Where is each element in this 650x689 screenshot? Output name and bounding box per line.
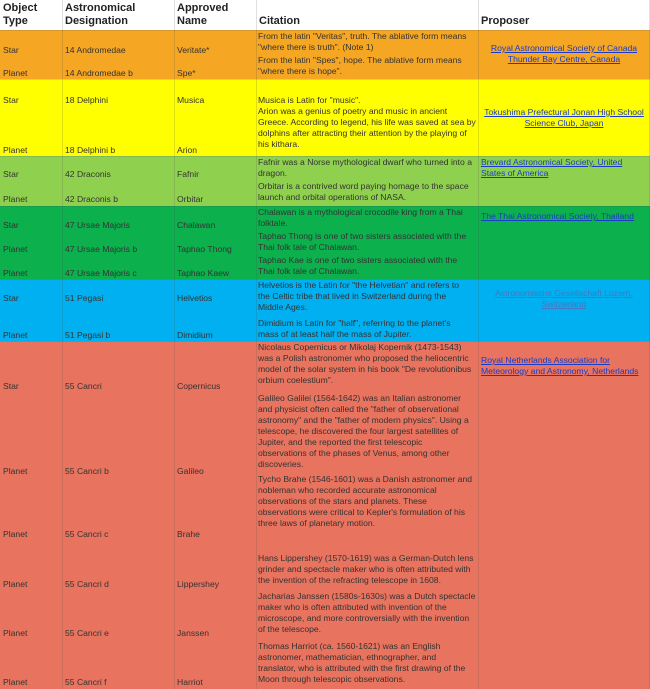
citation: From the latin "Veritas", truth. The ablative form means "where there is truth". (Note 1) <box>258 31 467 52</box>
object-type: Planet <box>3 268 28 278</box>
approved-name: Taphao Thong <box>177 244 232 254</box>
proposer-link-tokushima-jonan[interactable]: Tokushima Prefectural Jonan High School Science Club, Japan <box>484 107 644 128</box>
designation: 14 Andromedae b <box>65 68 133 78</box>
approved-name: Helvetios <box>177 293 213 303</box>
designation: 47 Ursae Majoris <box>65 220 130 230</box>
approved-name: Arion <box>177 145 198 155</box>
designation: 55 Cancri c <box>65 529 109 539</box>
designation: 51 Pegasi <box>65 293 104 303</box>
citation: Thomas Harriot (ca. 1560-1621) was an English astronomer, mathematician, ethnographer, and translator, who is attributed with the first drawing of the Moon through telescopic observations. <box>258 641 466 684</box>
citation: Orbitar is a contrived word paying homage to the space launch and orbital operations of NASA. <box>258 181 469 202</box>
designation: 47 Ursae Majoris c <box>65 268 137 278</box>
approved-name: Janssen <box>177 628 210 638</box>
object-type: Planet <box>3 68 28 78</box>
citation: Musica is Latin for "music". <box>258 95 361 105</box>
approved-name: Veritate* <box>177 45 210 55</box>
citation: Nicolaus Copernicus or Mikolaj Kopernik (1473-1543) was a Polish astronomer who proposed the heliocentric model of the solar system in his book "De revolutionibus orbium coelestium". <box>258 342 472 385</box>
designation: 42 Draconis b <box>65 194 119 204</box>
citation: Arion was a genius of poetry and music in ancient Greece. According to legend, his life was saved at sea by dolphins after attracting their attention by the playing of his kithara. <box>258 106 476 149</box>
approved-name: Lippershey <box>177 579 220 589</box>
designation: 18 Delphini b <box>65 145 116 155</box>
citation: Chalawan is a mythological crocodile king from a Thai folktale. <box>258 207 463 228</box>
header-astronomical-designation: Astronomical Designation <box>65 2 136 27</box>
citation: Galileo Galilei (1564-1642) was an Italian astronomer and physicist often called the "father of observational astronomy" and the "father of modern physics". Using a telescope, he discovered the four largest satellites of Jupiter, and the reported the first telescopic observations of the phases of Venus, among other discoveries. <box>258 393 469 469</box>
approved-name: Musica <box>177 95 205 105</box>
header-object-type: Object Type <box>3 2 38 27</box>
object-type: Star <box>3 45 19 55</box>
citation: Taphao Kae is one of two sisters associated with the Thai folk tale of Chalawan. <box>258 255 458 276</box>
object-type: Star <box>3 169 19 179</box>
citation: Hans Lippershey (1570-1619) was a German-Dutch lens grinder and spectacle maker who is often attributed with the invention of the refracting telescope in 1608. <box>258 553 474 585</box>
designation: 47 Ursae Majoris b <box>65 244 138 254</box>
object-type: Planet <box>3 529 28 539</box>
proposer-link-royal-netherlands-association[interactable]: Royal Netherlands Association for Meteorology and Astronomy, Netherlands <box>481 355 639 376</box>
citation: Jacharias Janssen (1580s-1630s) was a Dutch spectacle maker who is often attributed with invention of the microscope, and more controversially with the invention of the telescope. <box>258 591 476 634</box>
header-proposer: Proposer <box>481 15 530 27</box>
designation: 18 Delphini <box>65 95 108 105</box>
object-type: Planet <box>3 244 28 254</box>
approved-name: Brahe <box>177 529 200 539</box>
proposer-link-rasc-thunder-bay[interactable]: Royal Astronomical Society of Canada Thunder Bay Centre, Canada <box>490 43 638 64</box>
approved-name: Copernicus <box>177 381 221 391</box>
approved-name: Fafnir <box>177 169 199 179</box>
designation: 51 Pegasi b <box>65 330 111 340</box>
object-type: Star <box>3 293 19 303</box>
citation: Tycho Brahe (1546-1601) was a Danish astronomer and nobleman who recorded accurate astronomical observations of the stars and planets. These observations were critical to Kepler's formulation of his three laws of planetary motion. <box>258 474 473 528</box>
approved-name: Harriot <box>177 677 203 687</box>
object-type: Star <box>3 95 19 105</box>
designation: 42 Draconis <box>65 169 111 179</box>
approved-name: Spe* <box>177 68 196 78</box>
approved-name: Chalawan <box>177 220 216 230</box>
object-type: Star <box>3 381 19 391</box>
object-type: Planet <box>3 330 28 340</box>
header-approved-name: Approved Name <box>177 2 229 27</box>
designation: 55 Cancri d <box>65 579 109 589</box>
approved-name: Dimidium <box>177 330 213 340</box>
citation: From the latin "Spes", hope. The ablative form means "where there is hope". <box>258 55 462 76</box>
object-type: Star <box>3 220 19 230</box>
citation: Fafnir was a Norse mythological dwarf who turned into a dragon. <box>258 157 472 178</box>
proposer-link-astronomische-gesellschaft-luzern[interactable]: Astronomische Gesellschaft Luzern, Switzerland <box>495 288 633 309</box>
citation: Taphao Thong is one of two sisters associated with the Thai folk tale of Chalawan. <box>258 231 467 252</box>
object-type: Planet <box>3 145 28 155</box>
proposer-link-thai-astronomical-society[interactable]: The Thai Astronomical Society, Thailand <box>481 211 634 221</box>
designation: 14 Andromedae <box>65 45 126 55</box>
citation: Helvetios is the Latin for "the Helvetian" and refers to the Celtic tribe that lived in Switzerland during the Middle Ages. <box>258 280 459 312</box>
object-type: Planet <box>3 628 28 638</box>
object-type: Planet <box>3 677 28 687</box>
proposer-link-brevard[interactable]: Brevard Astronomical Society, United States of America <box>481 157 623 178</box>
object-type: Planet <box>3 194 28 204</box>
object-type: Planet <box>3 466 28 476</box>
approved-name: Taphao Kaew <box>177 268 230 278</box>
header-citation: Citation <box>259 15 300 27</box>
approved-name: Orbitar <box>177 194 204 204</box>
designation: 55 Cancri e <box>65 628 109 638</box>
designation: 55 Cancri b <box>65 466 109 476</box>
approved-name: Galileo <box>177 466 204 476</box>
object-type: Planet <box>3 579 28 589</box>
designation: 55 Cancri <box>65 381 102 391</box>
citation: Dimidium is Latin for "half", referring to the planet's mass of at least half the mass of Jupiter. <box>258 318 451 339</box>
designation: 55 Cancri f <box>65 677 107 687</box>
